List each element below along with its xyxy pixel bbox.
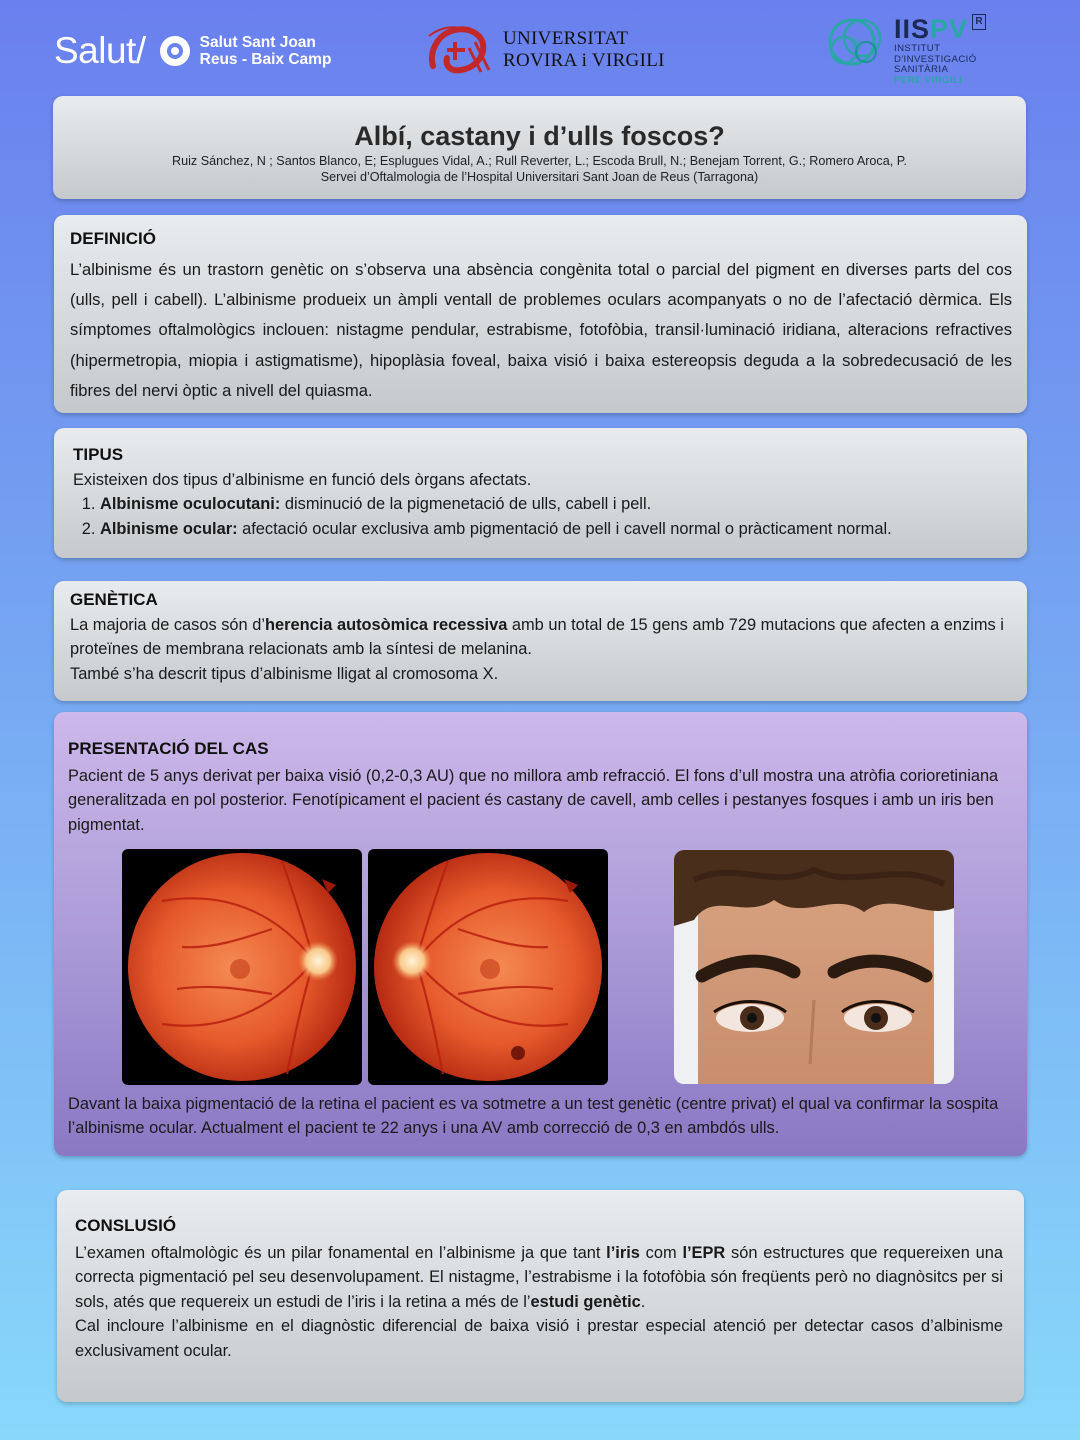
genetica-text-a: La majoria de casos són d’ — [70, 616, 265, 634]
iispv-abbr-a: IIS — [894, 14, 931, 44]
salut-wordmark: Salut/ — [54, 30, 146, 71]
tipus-heading: TIPUS — [73, 445, 124, 464]
urv-logo — [425, 22, 665, 78]
list-item — [100, 492, 1012, 516]
fundus-photo-left-eye — [368, 849, 608, 1085]
tipus-list — [73, 492, 1012, 541]
conclusio-text-e: . — [640, 1292, 646, 1311]
iispv-line-1: INSTITUT — [894, 43, 941, 54]
conclusio-text-a: L’examen oftalmològic és un pilar fonamental en l’albinisme ja que tant — [75, 1244, 607, 1262]
urv-name — [503, 28, 665, 72]
iispv-circles-icon — [822, 14, 892, 78]
genetica-heading: GENÈTICA — [70, 590, 158, 609]
definicio-text: L’albinisme és un trastorn genètic on s’observa una absència congènita total o parcial del pigment en diverses parts del cos (ulls, pell i cabell). L’albinisme produeix un àmpli ventall de problemes oculars acompanyats o no de l’afectació dèrmica. Els símptomes oftalmològics inclouen: nistagme pendular, estrabisme, fotofòbia, transil·luminació iridiana, alteracions refractives (hipermetropia, miopia i astigmatisme), hipoplàsia foveal, baixa visió i baixa estereopsis deguda a la sobredecusació de les fibres del nervi òptic a nivell del quiasma. — [70, 260, 1012, 400]
affiliation: Servei d’Oftalmologia de l’Hospital Universitari Sant Joan de Reus (Tarragona) — [320, 170, 759, 184]
iispv-line-2: D'INVESTIGACIÓ — [894, 53, 977, 65]
list-item — [100, 517, 1012, 541]
conclusio-bold-epr: l’EPR — [682, 1244, 726, 1262]
case-heading: PRESENTACIÓ DEL CAS — [68, 739, 269, 758]
tipus-section — [54, 428, 1027, 558]
conclusio-paragraph-2: Cal incloure l’albinisme en el diagnòstic diferencial de baixa visió i prestar especial atenció per detectar casos d’albinisme exclusivament ocular. — [75, 1317, 1003, 1360]
genetica-text-bold: herencia autosòmica recessiva — [264, 616, 508, 634]
fundus-photo-right-eye — [122, 849, 362, 1085]
iispv-abbr-b: PV — [930, 14, 969, 44]
authors: Ruiz Sánchez, N ; Santos Blanco, E; Esplugues Vidal, A.; Rull Reverter, L.; Escoda Brull, N.; Benejam Torrent, G.; Romero Aroca, P. — [172, 154, 907, 168]
list-item-text: disminució de la pigmenetació de ulls, cabell i pell. — [280, 495, 652, 514]
conclusio-section — [57, 1190, 1024, 1402]
salut-subtitle — [200, 34, 332, 68]
conclusio-bold-genetic: estudi genètic — [530, 1292, 641, 1311]
case-intro: Pacient de 5 anys derivat per baixa visió (0,2-0,3 AU) que no millora amb refracció. El fons d’ull mostra una atròfia corioretiniana generalitzada en pol posterior. Fenotípicament el pacient és castany de cavell, amb celles i pestanyes fosques i amb un iris ben pigmentat. — [68, 767, 999, 834]
salut-line-1: Salut Sant Joan — [199, 34, 316, 51]
iispv-line-3: SANITÀRIA — [894, 64, 949, 75]
list-item-term: Albinisme oculocutani: — [100, 495, 281, 514]
tipus-intro: Existeixen dos tipus d’albinisme en funció dels òrgans afectats. — [73, 471, 532, 489]
iispv-text — [894, 14, 986, 86]
salut-logo — [54, 30, 331, 72]
case-section — [54, 712, 1027, 1156]
case-outcome: Davant la baixa pigmentació de la retina el pacient es va sotmetre a un test genètic (centre privat) el qual va confirmar la sospita l’albinisme ocular. Actualment el pacient te 22 anys i una AV amb correcció de 0,3 en ambdós ulls. — [68, 1095, 999, 1138]
urv-emblem-icon — [425, 22, 497, 78]
logo-row — [0, 0, 1080, 96]
iispv-abbr — [894, 14, 986, 44]
conclusio-paragraph-1 — [75, 1241, 1003, 1314]
genetica-section — [54, 581, 1027, 701]
patient-face-photo — [674, 850, 954, 1084]
conclusio-bold-iris: l’iris — [606, 1244, 640, 1262]
definicio-section — [54, 215, 1027, 413]
genetica-paragraph-2: També s’ha descrit tipus d’albinisme lligat al cromosoma X. — [70, 664, 499, 683]
salut-line-2: Reus - Baix Camp — [199, 51, 332, 68]
poster-title: Albí, castany i d’ulls foscos? — [354, 121, 725, 151]
list-item-text: afectació ocular exclusiva amb pigmentació de pell i cavell normal o pràcticament normal. — [237, 519, 892, 538]
definicio-heading: DEFINICIÓ — [70, 229, 156, 248]
iispv-logo — [822, 14, 986, 86]
conclusio-heading: CONSLUSIÓ — [75, 1216, 177, 1235]
list-item-term: Albinisme ocular: — [100, 519, 238, 538]
conclusio-text-c: com — [639, 1244, 683, 1262]
genetica-paragraph-1 — [70, 613, 1012, 662]
conclusio-text-d: són estructures que requereixen una correcta pigmentació pel seu desenvolupament. El nistagme, l’estrabisme i la fotofòbia són freqüents però no diagnòsitcs per si sols, atés que requereix un estudi de l’iris i la retina a més de l’ — [75, 1244, 1003, 1311]
registered-icon: R — [972, 14, 986, 30]
title-panel — [53, 96, 1026, 199]
iispv-line-4: PERE VIRGILI — [894, 74, 963, 86]
urv-line-1: UNIVERSITAT — [503, 28, 629, 49]
salut-ring-icon — [160, 36, 190, 66]
urv-line-2: ROVIRA i VIRGILI — [503, 50, 665, 71]
genetica-text-b: amb un total de 15 gens amb 729 mutacions que afecten a enzims i proteïnes de membrana relacionats amb la síntesi de melanina. — [70, 616, 1004, 659]
